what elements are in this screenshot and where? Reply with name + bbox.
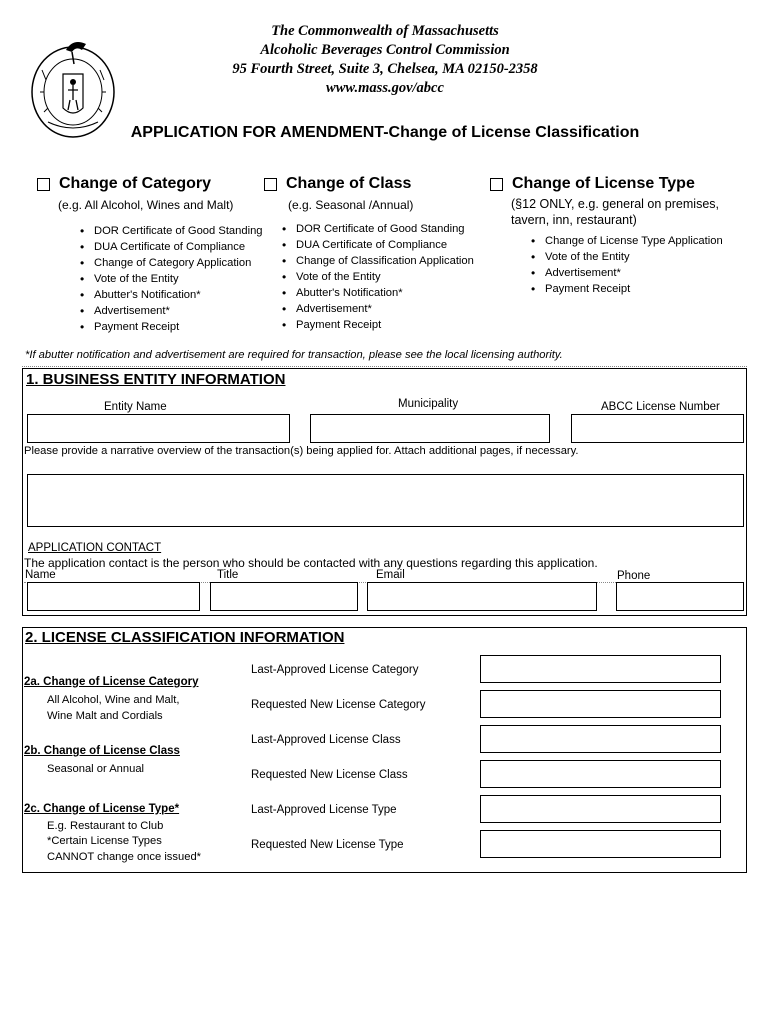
contact-title-field[interactable] (210, 582, 358, 611)
license-type-requirements-list (531, 233, 723, 297)
option-change-of-category[interactable] (37, 175, 211, 193)
requested-category-label: Requested New License Category (251, 699, 426, 711)
list-item: • Abutter's Notification* (282, 285, 474, 301)
divider (22, 366, 747, 367)
municipality-field[interactable] (310, 414, 550, 443)
last-approved-category-field[interactable] (480, 655, 721, 683)
list-item: • Payment Receipt (531, 281, 723, 297)
abutter-note: *If abutter notification and advertisement are required for transaction, please see the local licensing authority. (25, 349, 563, 361)
requested-class-label: Requested New License Class (251, 769, 408, 781)
municipality-label: Municipality (398, 398, 459, 410)
option-label: Change of License Type (512, 175, 695, 192)
contact-name-label: Name (25, 569, 56, 581)
subsection-2a-heading: 2a. Change of License Category (24, 676, 199, 688)
list-item: • Payment Receipt (282, 317, 474, 333)
header-line-2: Alcoholic Beverages Control Commission (260, 42, 510, 58)
subsection-2a-desc: All Alcohol, Wine and Malt, (47, 694, 180, 706)
list-item: • Advertisement* (531, 265, 723, 281)
entity-name-field[interactable] (27, 414, 290, 443)
list-item: • Abutter's Notification* (80, 287, 263, 303)
contact-email-field[interactable] (367, 582, 597, 611)
list-item: • Change of Category Application (80, 255, 263, 271)
contact-name-field[interactable] (27, 582, 200, 611)
last-approved-type-field[interactable] (480, 795, 721, 823)
header-website[interactable]: www.mass.gov/abcc (326, 80, 444, 96)
contact-title-label: Title (217, 569, 239, 581)
list-item: • DUA Certificate of Compliance (282, 237, 474, 253)
list-item: • Payment Receipt (80, 319, 263, 335)
list-item: • Vote of the Entity (80, 271, 263, 287)
option-example: (e.g. All Alcohol, Wines and Malt) (58, 198, 234, 212)
subsection-2c-desc: CANNOT change once issued* (47, 851, 202, 863)
list-item: • Vote of the Entity (282, 269, 474, 285)
license-number-field[interactable] (571, 414, 744, 443)
list-item: • Vote of the Entity (531, 249, 723, 265)
list-item: • Change of License Type Application (531, 233, 723, 249)
list-item: • DUA Certificate of Compliance (80, 239, 263, 255)
last-approved-class-label: Last-Approved License Class (251, 734, 401, 746)
checkbox-change-of-license-type[interactable] (490, 178, 503, 191)
subsection-2b-desc: Seasonal or Annual (47, 763, 145, 775)
application-contact-heading: APPLICATION CONTACT (28, 542, 162, 554)
contact-phone-label: Phone (617, 570, 651, 582)
subsection-2c-heading: 2c. Change of License Type* (24, 803, 180, 815)
list-item: • Change of Classification Application (282, 253, 474, 269)
subsection-2a-desc: Wine Malt and Cordials (47, 710, 163, 722)
narrative-label: Please provide a narrative overview of the transaction(s) being applied for. Attach additional pages, if necessary. (24, 445, 579, 457)
list-item: • DOR Certificate of Good Standing (282, 221, 474, 237)
contact-phone-field[interactable] (616, 582, 744, 611)
requested-type-label: Requested New License Type (251, 839, 404, 851)
checkbox-change-of-class[interactable] (264, 178, 277, 191)
last-approved-class-field[interactable] (480, 725, 721, 753)
contact-email-label: Email (376, 569, 405, 581)
subsection-2b-heading: 2b. Change of License Class (24, 745, 180, 757)
option-change-of-license-type[interactable] (490, 175, 695, 193)
requested-class-field[interactable] (480, 760, 721, 788)
list-item: • DOR Certificate of Good Standing (80, 223, 263, 239)
section-1-title: 1. BUSINESS ENTITY INFORMATION (26, 371, 286, 388)
option-change-of-class[interactable] (264, 175, 411, 193)
list-item: • Advertisement* (282, 301, 474, 317)
header-line-1: The Commonwealth of Massachusetts (271, 23, 499, 39)
header-line-3: 95 Fourth Street, Suite 3, Chelsea, MA 02150-2358 (232, 61, 538, 77)
category-requirements-list (80, 223, 263, 335)
class-requirements-list (282, 221, 474, 333)
requested-type-field[interactable] (480, 830, 721, 858)
option-example: (§12 ONLY, e.g. general on premises, (511, 197, 719, 211)
subsection-2c-desc: E.g. Restaurant to Club (47, 820, 164, 832)
option-example-cont: tavern, inn, restaurant) (511, 213, 637, 227)
license-number-label: ABCC License Number (601, 401, 720, 413)
last-approved-category-label: Last-Approved License Category (251, 664, 419, 676)
application-title: APPLICATION FOR AMENDMENT-Change of License Classification (130, 124, 640, 141)
entity-name-label: Entity Name (104, 401, 167, 413)
checkbox-change-of-category[interactable] (37, 178, 50, 191)
list-item: • Advertisement* (80, 303, 263, 319)
requested-category-field[interactable] (480, 690, 721, 718)
subsection-2c-desc: *Certain License Types (47, 835, 162, 847)
option-label: Change of Class (286, 175, 412, 192)
narrative-field[interactable] (27, 474, 744, 527)
option-example: (e.g. Seasonal /Annual) (288, 198, 414, 212)
application-contact-description: The application contact is the person who should be contacted with any questions regarding this application. (24, 556, 598, 570)
last-approved-type-label: Last-Approved License Type (251, 804, 397, 816)
option-label: Change of Category (59, 175, 212, 192)
section-2-title: 2. LICENSE CLASSIFICATION INFORMATION (25, 629, 345, 646)
